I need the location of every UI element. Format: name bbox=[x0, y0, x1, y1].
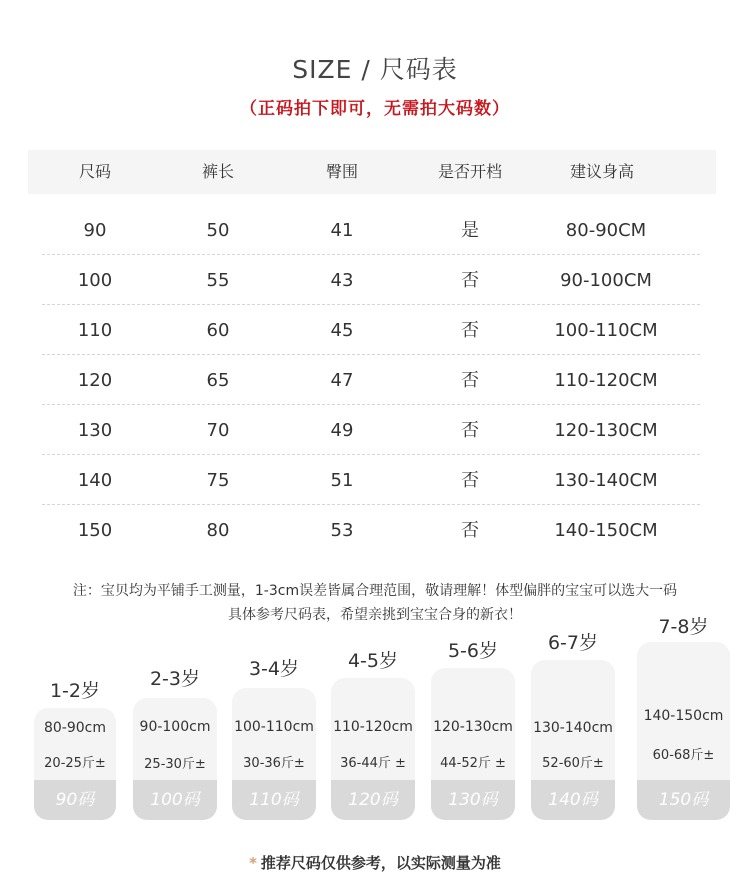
card-weight: 36-44斤 ± bbox=[340, 756, 406, 771]
card-age: 1-2岁 bbox=[49, 680, 101, 702]
size-table-body bbox=[0, 205, 750, 555]
cell-height: 80-90CM bbox=[565, 220, 647, 241]
size-table-header bbox=[28, 150, 716, 194]
header-size: 尺码 bbox=[78, 162, 112, 181]
page-subtitle: （正码拍下即可，无需拍大码数） bbox=[240, 99, 510, 119]
cell-height: 90-100CM bbox=[560, 270, 652, 291]
cell-hip: 51 bbox=[330, 470, 354, 491]
card-body bbox=[531, 660, 615, 820]
card-weight: 25-30斤± bbox=[144, 757, 206, 772]
cell-hip: 53 bbox=[330, 520, 354, 541]
card-age: 6-7岁 bbox=[547, 632, 599, 654]
table-row bbox=[42, 305, 700, 355]
cell-hip: 43 bbox=[330, 270, 354, 291]
cell-size: 90 bbox=[83, 220, 107, 241]
card-height: 80-90cm bbox=[43, 720, 106, 736]
size-card bbox=[331, 642, 415, 822]
size-card bbox=[637, 608, 730, 822]
cell-size: 130 bbox=[77, 420, 113, 441]
size-card bbox=[531, 624, 615, 822]
cell-height: 100-110CM bbox=[554, 320, 658, 341]
star-icon: * bbox=[249, 854, 257, 872]
card-age: 5-6岁 bbox=[447, 640, 499, 662]
size-card bbox=[431, 632, 515, 822]
cell-pants-length: 75 bbox=[206, 470, 230, 491]
card-height: 90-100cm bbox=[139, 719, 211, 735]
table-row bbox=[42, 205, 700, 255]
cell-hip: 45 bbox=[330, 320, 354, 341]
cell-height: 110-120CM bbox=[554, 370, 658, 391]
cell-hip: 41 bbox=[330, 220, 354, 241]
card-body bbox=[232, 688, 316, 820]
cell-size: 150 bbox=[77, 520, 113, 541]
measurement-note: 注：宝贝均为平铺手工测量，1-3cm误差皆属合理范围，敬请理解！体型偏胖的宝宝可以选大一码 bbox=[72, 583, 678, 599]
card-age: 3-4岁 bbox=[248, 658, 300, 680]
footer-text: 推荐尺码仅供参考，以实际测量为准 bbox=[260, 854, 501, 872]
card-body bbox=[133, 698, 217, 820]
cell-size: 120 bbox=[77, 370, 113, 391]
cell-open-crotch: 否 bbox=[461, 520, 479, 541]
header-pants-length: 裤长 bbox=[201, 162, 235, 181]
measurement-note-2: 具体参考尺码表，希望亲挑到宝宝合身的新衣！ bbox=[228, 607, 522, 623]
table-row bbox=[42, 355, 700, 405]
cell-height: 130-140CM bbox=[554, 470, 658, 491]
cell-pants-length: 60 bbox=[206, 320, 230, 341]
table-row bbox=[42, 505, 700, 555]
card-body bbox=[637, 642, 730, 820]
card-body bbox=[34, 708, 116, 820]
cell-size: 140 bbox=[77, 470, 113, 491]
cell-height: 140-150CM bbox=[554, 520, 658, 541]
card-weight: 60-68斤± bbox=[652, 748, 715, 763]
card-size: 90码 bbox=[34, 780, 116, 820]
card-height: 100-110cm bbox=[234, 719, 314, 735]
cell-pants-length: 55 bbox=[206, 270, 230, 291]
card-age: 4-5岁 bbox=[347, 650, 399, 672]
card-size: 150码 bbox=[637, 780, 730, 820]
footer-note bbox=[0, 852, 750, 873]
cell-hip: 47 bbox=[330, 370, 354, 391]
table-row bbox=[42, 255, 700, 305]
card-weight: 52-60斤± bbox=[542, 756, 604, 771]
card-weight: 20-25斤± bbox=[44, 756, 106, 771]
header-suggested-height: 建议身高 bbox=[569, 162, 635, 181]
card-size: 120码 bbox=[331, 780, 415, 820]
card-body bbox=[331, 678, 415, 820]
cell-open-crotch: 否 bbox=[461, 370, 479, 391]
cell-pants-length: 80 bbox=[206, 520, 230, 541]
size-card bbox=[232, 650, 316, 822]
cell-open-crotch: 否 bbox=[461, 270, 479, 291]
card-body bbox=[431, 668, 515, 820]
card-size: 110码 bbox=[232, 780, 316, 820]
card-age: 7-8岁 bbox=[658, 616, 709, 638]
card-height: 130-140cm bbox=[533, 720, 613, 736]
header-hip: 臀围 bbox=[325, 162, 359, 181]
cell-size: 100 bbox=[77, 270, 113, 291]
header-open-crotch: 是否开档 bbox=[437, 162, 503, 181]
card-size: 130码 bbox=[431, 780, 515, 820]
cell-pants-length: 50 bbox=[206, 220, 230, 241]
card-size: 140码 bbox=[531, 780, 615, 820]
cell-open-crotch: 是 bbox=[461, 220, 479, 241]
page-title: SIZE / 尺码表 bbox=[292, 55, 458, 84]
card-size: 100码 bbox=[133, 780, 217, 820]
card-weight: 44-52斤 ± bbox=[440, 756, 506, 771]
cell-pants-length: 65 bbox=[206, 370, 230, 391]
cell-open-crotch: 否 bbox=[461, 420, 479, 441]
card-weight: 30-36斤± bbox=[243, 756, 305, 771]
table-row bbox=[42, 455, 700, 505]
card-height: 140-150cm bbox=[643, 708, 724, 724]
card-height: 110-120cm bbox=[333, 719, 413, 735]
size-card bbox=[133, 660, 217, 822]
size-card bbox=[34, 672, 116, 822]
cell-hip: 49 bbox=[330, 420, 354, 441]
table-row bbox=[42, 405, 700, 455]
card-age: 2-3岁 bbox=[149, 668, 201, 690]
cell-height: 120-130CM bbox=[554, 420, 658, 441]
cell-open-crotch: 否 bbox=[461, 470, 479, 491]
card-height: 120-130cm bbox=[433, 719, 513, 735]
cell-pants-length: 70 bbox=[206, 420, 230, 441]
cell-size: 110 bbox=[77, 320, 113, 341]
cell-open-crotch: 否 bbox=[461, 320, 479, 341]
